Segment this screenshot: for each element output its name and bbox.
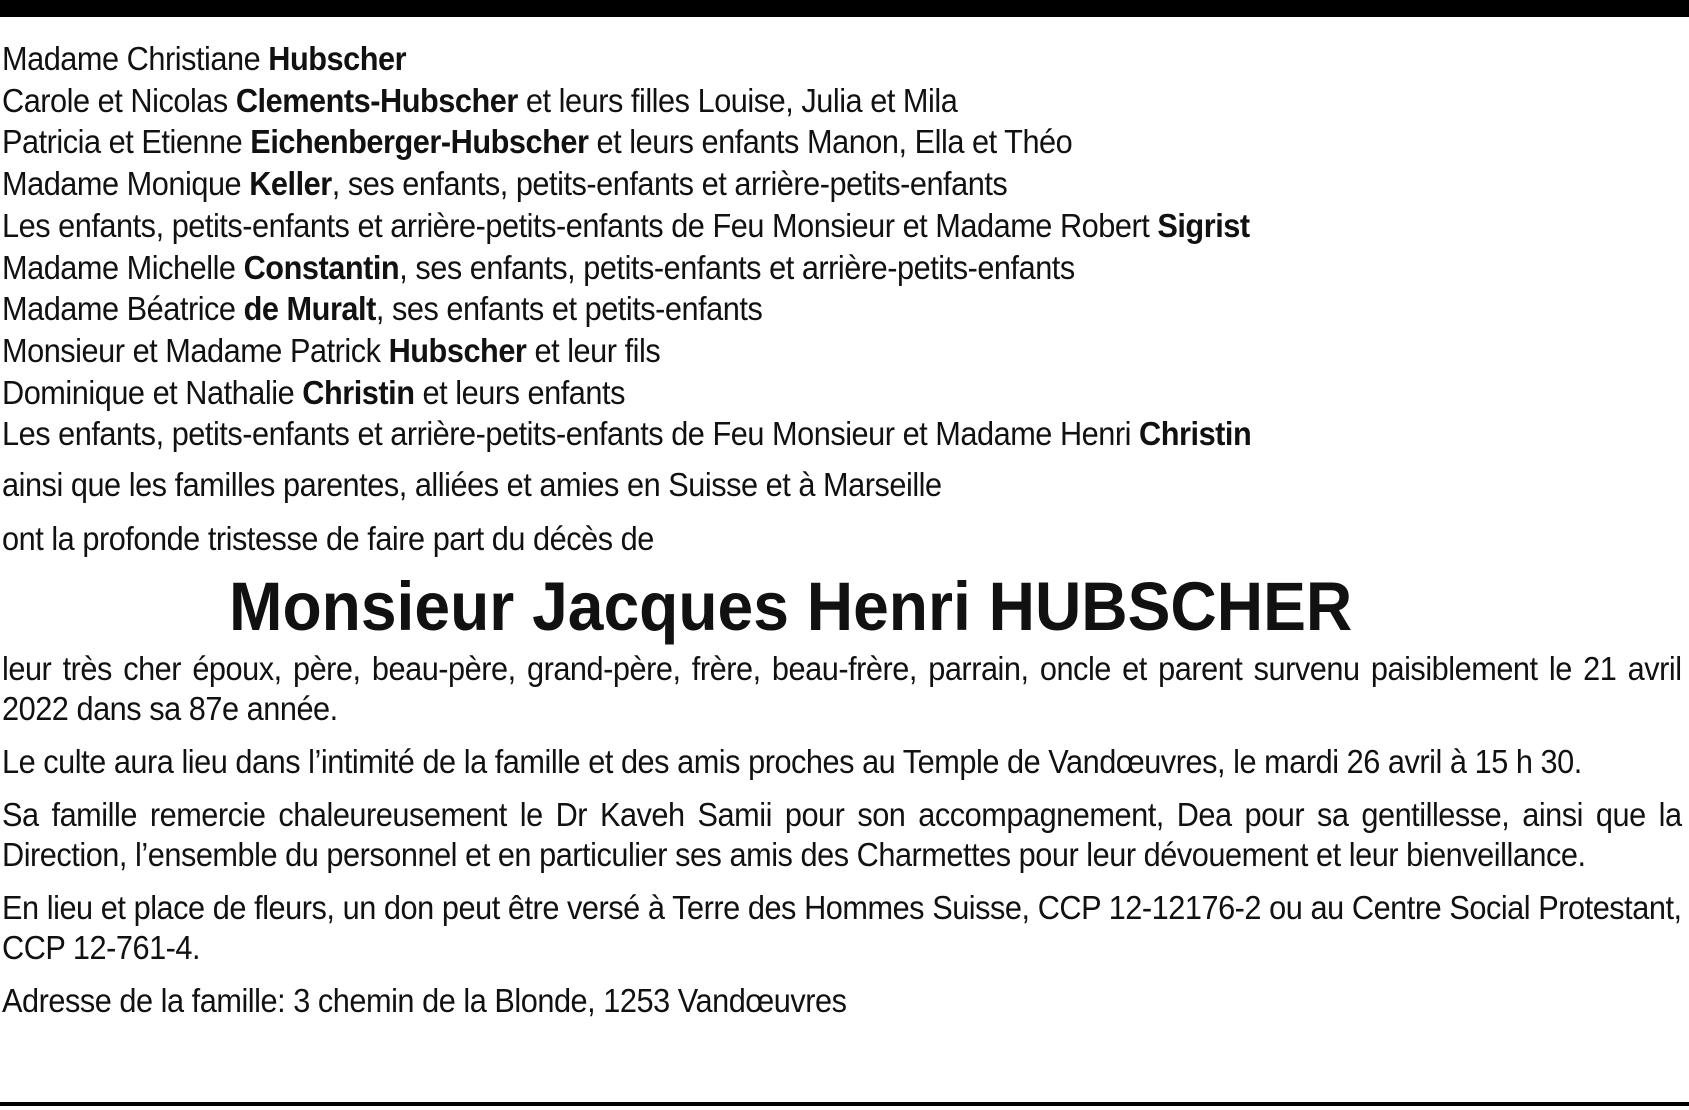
announcement-text: ont la profonde tristesse de faire part du décès de — [2, 520, 654, 558]
top-border-rule — [0, 0, 1689, 17]
family-surname: Eichenberger-Hubscher — [250, 123, 589, 161]
thanks-text: Sa famille remercie chaleureusement le Dr Kaveh Samii pour son accompagnement, Dea pour sa gentillesse, ainsi que la Direction, l’ensemble du personnel et en particulier ses amis des Charmettes pour leur dévouement et leur bienveillance. — [2, 796, 1682, 874]
family-surname: Christin — [1139, 415, 1252, 453]
family-surname: de Muralt — [243, 290, 376, 328]
family-surname: Keller — [249, 165, 332, 203]
family-line: Dominique et Nathalie Christin et leurs enfants — [2, 373, 625, 411]
family-line: Madame Monique Keller, ses enfants, petits-enfants et arrière-petits-enfants — [2, 165, 1008, 203]
family-surname: Clements-Hubscher — [235, 81, 518, 119]
family-surname: Hubscher — [388, 331, 527, 369]
family-surname: Constantin — [243, 248, 400, 286]
family-line: Les enfants, petits-enfants et arrière-petits-enfants de Feu Monsieur et Madame Henri Christin — [2, 415, 1252, 453]
family-address: Adresse de la famille: 3 chemin de la Blonde, 1253 Vandœuvres — [2, 982, 847, 1020]
family-line: Carole et Nicolas Clements-Hubscher et leurs filles Louise, Julia et Mila — [2, 81, 958, 119]
bottom-border-rule — [0, 1102, 1689, 1106]
family-line: Madame Béatrice de Muralt, ses enfants et petits-enfants — [2, 290, 763, 328]
service-text: Le culte aura lieu dans l’intimité de la famille et des amis proches au Temple de Vandœuvres, le mardi 26 avril à 15 h 30. — [2, 743, 1582, 781]
family-line: Patricia et Etienne Eichenberger-Hubscher et leurs enfants Manon, Ella et Théo — [2, 123, 1073, 161]
obituary-notice — [2, 38, 1682, 1021]
family-list — [2, 38, 1682, 455]
family-surname: Hubscher — [268, 40, 407, 77]
donation-text: En lieu et place de fleurs, un don peut être versé à Terre des Hommes Suisse, CCP 12-12176-2 ou au Centre Social Protestant, CCP 12-761-4. — [2, 889, 1682, 967]
family-surname: Christin — [302, 373, 415, 411]
family-line: Monsieur et Madame Patrick Hubscher et leur fils — [2, 331, 661, 369]
family-line: Les enfants, petits-enfants et arrière-petits-enfants de Feu Monsieur et Madame Robert Sigrist — [2, 206, 1250, 244]
family-line: Madame Michelle Constantin, ses enfants, petits-enfants et arrière-petits-enfants — [2, 248, 1075, 286]
extended-family-text: ainsi que les familles parentes, alliées et amies en Suisse et à Marseille — [2, 466, 942, 504]
deceased-name: Monsieur Jacques Henri HUBSCHER — [229, 568, 1353, 646]
family-surname: Sigrist — [1157, 206, 1250, 244]
relationship-text: leur très cher époux, père, beau-père, grand-père, frère, beau-frère, parrain, oncle et parent survenu paisiblement le 21 avril 2022 dans sa 87e année. — [2, 650, 1682, 728]
family-line: Madame Christiane Hubscher — [2, 40, 407, 77]
